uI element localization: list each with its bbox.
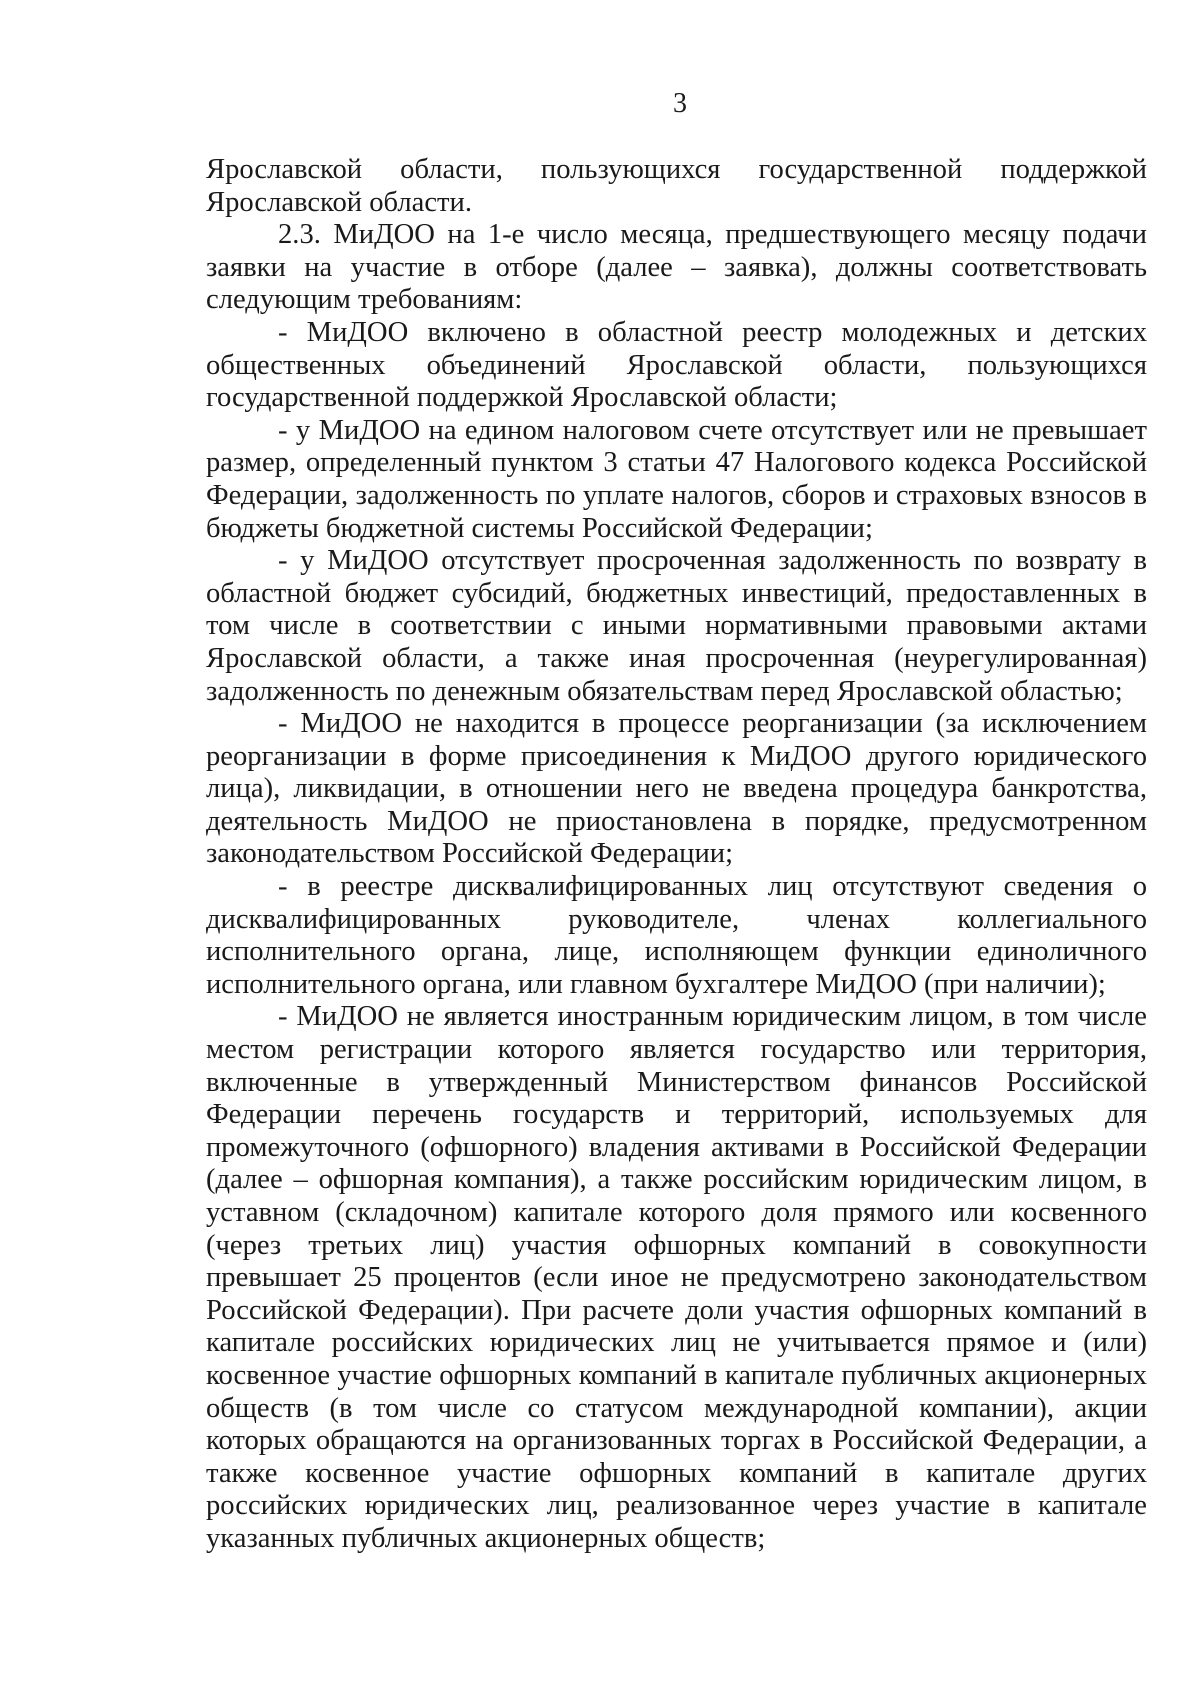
- paragraph-requirement-budget-debt: - у МиДОО отсутствует просроченная задолженность по возврату в областной бюджет субсидий, бюджетных инвестиций, предоставленных в том числе в соответствии с иными нормативными правовыми актами Ярославской области, а также иная просроченная (неурегулированная) задолженность по денежным обязательствам перед Ярославской областью;: [206, 545, 1147, 707]
- document-body: [206, 154, 1147, 1556]
- paragraph-clause-2-3: 2.3. МиДОО на 1-е число месяца, предшествующего месяцу подачи заявки на участие в отборе (далее – заявка), должны соответствовать следующим требованиям:: [206, 219, 1147, 316]
- paragraph-requirement-tax-debt: - у МиДОО на едином налоговом счете отсутствует или не превышает размер, определенный пунктом 3 статьи 47 Налогового кодекса Российской Федерации, задолженность по уплате налогов, сборов и страховых взносов в бюджеты бюджетной системы Российской Федерации;: [206, 414, 1147, 544]
- paragraph-requirement-disqualified: - в реестре дисквалифицированных лиц отсутствуют сведения о дисквалифицированных руководителе, членах коллегиального исполнительного органа, лице, исполняющем функции единоличного исполнительного органа, или главном бухгалтере МиДОО (при наличии);: [206, 871, 1147, 1000]
- paragraph-requirement-offshore: - МиДОО не является иностранным юридическим лицом, в том числе местом регистрации которого является государство или территория, включенные в утвержденный Министерством финансов Российской Федерации перечень государств и территорий, используемых для промежуточного (офшорного) владения активами в Российской Федерации (далее – офшорная компания), а также российским юридическим лицом, в уставном (складочном) капитале которого доля прямого или косвенного (через третьих лиц) участия офшорных компаний в совокупности превышает 25 процентов (если иное не предусмотрено законодательством Российской Федерации). При расчете доли участия офшорных компаний в капитале российских юридических лиц не учитывается прямое и (или) косвенное участие офшорных компаний в капитале публичных акционерных обществ (в том числе со статусом международной компании), акции которых обращаются на организованных торгах в Российской Федерации, а также косвенное участие офшорных компаний в капитале других российских юридических лиц, реализованное через участие в капитале указанных публичных акционерных обществ;: [206, 1001, 1147, 1554]
- page-number: 3: [673, 88, 687, 119]
- paragraph-requirement-registry: - МиДОО включено в областной реестр молодежных и детских общественных объединений Ярославской области, пользующихся государственной поддержкой Ярославской области;: [206, 316, 1147, 414]
- paragraph-continuation: Ярославской области, пользующихся государственной поддержкой Ярославской области.: [206, 154, 1147, 218]
- paragraph-requirement-reorganization: - МиДОО не находится в процессе реорганизации (за исключением реорганизации в форме присоединения к МиДОО другого юридического лица), ликвидации, в отношении него не введена процедура банкротства, деятельность МиДОО не приостановлена в порядке, предусмотренном законодательством Российской Федерации;: [206, 708, 1147, 870]
